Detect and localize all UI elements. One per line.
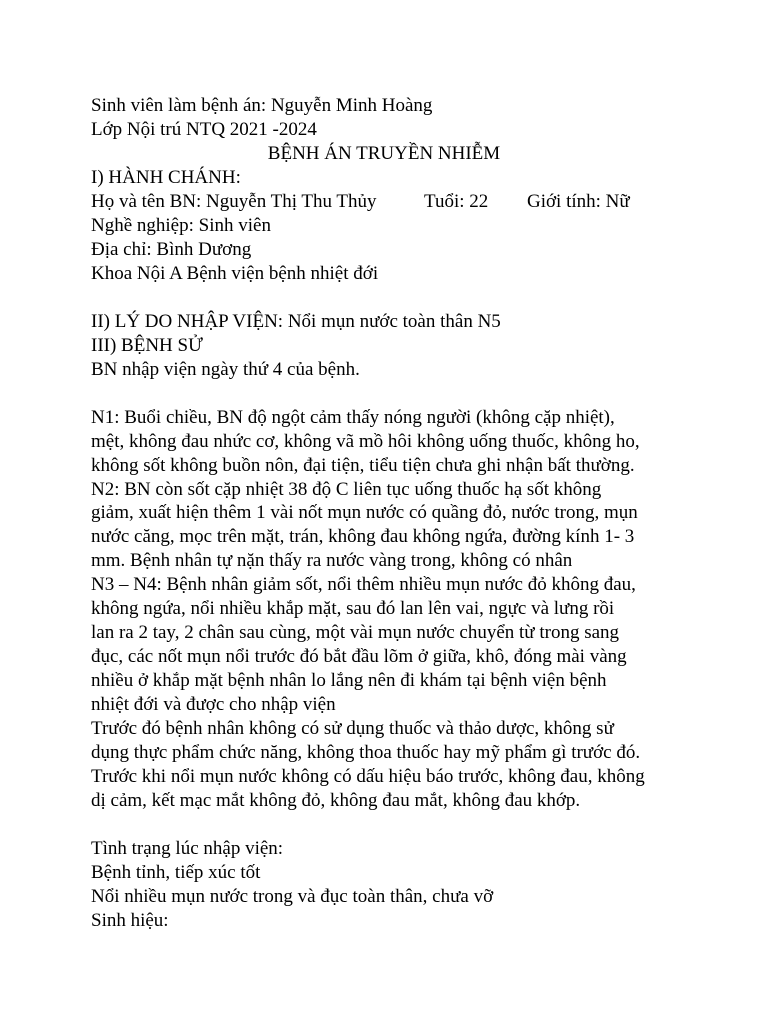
history-line: mm. Bệnh nhân tự nặn thấy ra nước vàng trong, không có nhân	[91, 550, 573, 571]
class-line: Lớp Nội trú NTQ 2021 -2024	[91, 119, 317, 140]
history-line: đục, các nốt mụn nổi trước đó bắt đầu lõm ở giữa, khô, đóng mài vàng	[91, 646, 627, 667]
department-line: Khoa Nội A Bệnh viện bệnh nhiệt đới	[91, 263, 379, 284]
history-line: lan ra 2 tay, 2 chân sau cùng, một vài mụn nước chuyển từ trong sang	[91, 622, 620, 643]
reason-line: II) LÝ DO NHẬP VIỆN: Nổi mụn nước toàn thân N5	[91, 311, 501, 332]
admission-line: Sinh hiệu:	[91, 910, 169, 931]
history-line: Trước khi nổi mụn nước không có dấu hiệu báo trước, không đau, không	[91, 766, 645, 787]
patient-sex: Giới tính: Nữ	[527, 191, 630, 212]
admission-line: Nổi nhiều mụn nước trong và đục toàn thân, chưa vỡ	[91, 886, 494, 907]
student-line: Sinh viên làm bệnh án: Nguyễn Minh Hoàng	[91, 95, 433, 116]
history-line: giảm, xuất hiện thêm 1 vài nốt mụn nước có quầng đỏ, nước trong, mụn	[91, 502, 638, 523]
history-line: nhiệt đới và được cho nhập viện	[91, 694, 336, 715]
history-line: N1: Buổi chiều, BN độ ngột cảm thấy nóng người (không cặp nhiệt),	[91, 407, 615, 428]
history-heading: III) BỆNH SỬ	[91, 335, 203, 356]
admission-heading: Tình trạng lúc nhập viện:	[91, 838, 284, 859]
history-line: mệt, không đau nhức cơ, không vã mồ hôi không uống thuốc, không ho,	[91, 431, 640, 452]
history-line: N3 – N4: Bệnh nhân giảm sốt, nổi thêm nhiều mụn nước đỏ không đau,	[91, 574, 636, 595]
history-line: không sốt không buồn nôn, đại tiện, tiểu tiện chưa ghi nhận bất thường.	[91, 455, 635, 476]
admission-line: Bệnh tỉnh, tiếp xúc tốt	[91, 862, 261, 883]
patient-name: Họ và tên BN: Nguyễn Thị Thu Thủy	[91, 191, 377, 212]
history-line: nước căng, mọc trên mặt, trán, không đau không ngứa, đường kính 1- 3	[91, 526, 635, 547]
history-line: N2: BN còn sốt cặp nhiệt 38 độ C liên tục uống thuốc hạ sốt không	[91, 479, 602, 500]
address-line: Địa chỉ: Bình Dương	[91, 239, 252, 260]
occupation-line: Nghề nghiệp: Sinh viên	[91, 215, 271, 236]
admin-heading: I) HÀNH CHÁNH:	[91, 167, 241, 188]
history-line: dị cảm, kết mạc mắt không đỏ, không đau mắt, không đau khớp.	[91, 790, 581, 811]
history-line: Trước đó bệnh nhân không có sử dụng thuốc và thảo dược, không sử	[91, 718, 614, 739]
history-line: dụng thực phẩm chức năng, không thoa thuốc hay mỹ phẩm gì trước đó.	[91, 742, 641, 763]
patient-age: Tuổi: 22	[424, 191, 489, 212]
patient-info-row	[91, 190, 691, 214]
history-line: nhiều ở khắp mặt bệnh nhân lo lắng nên đi khám tại bệnh viện bệnh	[91, 670, 607, 691]
history-line: không ngứa, nổi nhiều khắp mặt, sau đó lan lên vai, ngực và lưng rồi	[91, 598, 615, 619]
document-title: BỆNH ÁN TRUYỀN NHIỄM	[267, 143, 501, 164]
history-intro: BN nhập viện ngày thứ 4 của bệnh.	[91, 359, 360, 380]
